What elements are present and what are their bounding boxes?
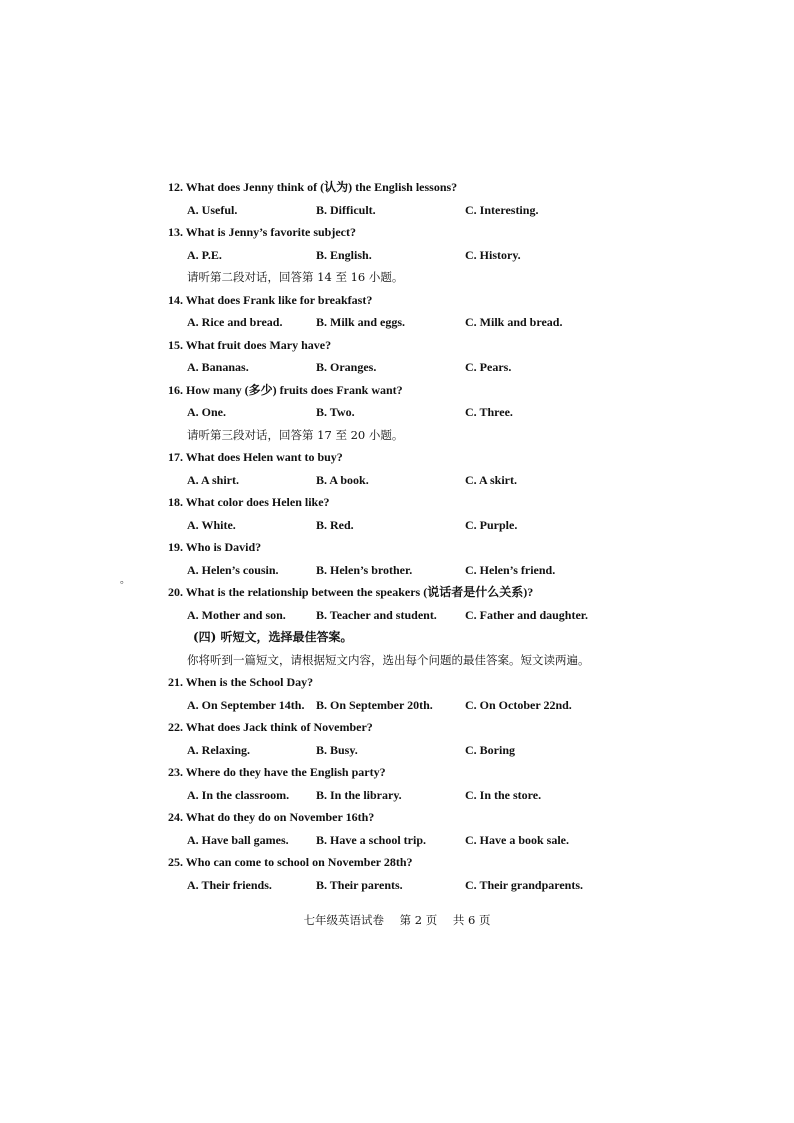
answer-options <box>168 244 768 267</box>
question-text: 23. Where do they have the English party? <box>168 765 386 779</box>
option-b: B. In the library. <box>316 787 402 802</box>
option-a: A. Rice and bread. <box>187 315 283 329</box>
footer-exam-title: 七年级英语试卷 <box>303 913 384 927</box>
option-c: C. On October 22nd. <box>465 697 572 712</box>
instruction-note: 请听第三段对话，回答第 17 至 20 小题。 <box>187 427 404 442</box>
option-a: A. Bananas. <box>187 360 249 374</box>
option-a: A. Their friends. <box>187 877 272 892</box>
option-a: A. P.E. <box>187 247 222 262</box>
answer-options <box>168 829 768 852</box>
answer-options <box>168 784 768 807</box>
option-b: B. A book. <box>316 472 369 487</box>
option-a: A. A shirt. <box>187 472 240 487</box>
answer-options <box>168 199 768 222</box>
answer-options <box>168 356 768 379</box>
stray-mark: 。 <box>120 575 130 586</box>
option-a: A. In the classroom. <box>187 787 290 802</box>
answer-options <box>168 874 768 897</box>
answer-options <box>168 401 768 424</box>
question-text: 19. Who is David? <box>168 540 262 554</box>
option-a: A. Have ball games. <box>187 832 289 847</box>
option-b: B. Helen’s brother. <box>316 562 413 577</box>
option-b: B. Oranges. <box>316 360 377 374</box>
question-text: 12. What does Jenny think of (认为) the English lessons? <box>168 180 458 194</box>
question-text: 15. What fruit does Mary have? <box>168 337 332 352</box>
option-c: C. Have a book sale. <box>465 832 570 847</box>
instruction-note: 你将听到一篇短文，请根据短文内容，选出每个问题的最佳答案。短文读两遍。 <box>187 652 590 667</box>
option-c: C. Pears. <box>465 360 512 374</box>
answer-options <box>168 694 768 717</box>
option-a: A. Useful. <box>187 202 238 217</box>
option-a: A. One. <box>187 405 226 419</box>
page-footer <box>0 912 794 928</box>
option-a: A. Helen’s cousin. <box>187 562 279 577</box>
question-text: 25. Who can come to school on November 28th? <box>168 855 413 869</box>
option-b: B. Busy. <box>316 742 358 757</box>
option-a: A. Relaxing. <box>187 742 250 757</box>
option-b: B. English. <box>316 247 372 262</box>
question-text: 13. What is Jenny’s favorite subject? <box>168 225 356 239</box>
answer-options <box>168 311 768 334</box>
option-c: C. Interesting. <box>465 202 539 217</box>
question-text: 16. How many (多少) fruits does Frank want? <box>168 382 403 397</box>
section-heading: (四) 听短文，选择最佳答案。 <box>193 630 353 644</box>
question-text: 21. When is the School Day? <box>168 675 314 689</box>
answer-options <box>168 604 768 627</box>
option-b: B. Have a school trip. <box>316 832 426 847</box>
answer-options <box>168 739 768 762</box>
option-c: C. Purple. <box>465 517 518 532</box>
option-c: C. Three. <box>465 405 513 419</box>
option-c: C. Their grandparents. <box>465 877 584 892</box>
option-c: C. Milk and bread. <box>465 315 563 329</box>
option-a: A. White. <box>187 517 236 532</box>
option-c: C. Boring <box>465 742 516 757</box>
option-b: B. Two. <box>316 405 355 419</box>
option-a: A. Mother and son. <box>187 607 286 622</box>
option-b: B. Difficult. <box>316 202 376 217</box>
option-c: C. Father and daughter. <box>465 607 589 622</box>
option-a: A. On September 14th. <box>187 697 305 712</box>
answer-options <box>168 514 768 537</box>
option-b: B. Red. <box>316 517 354 532</box>
option-b: B. On September 20th. <box>316 697 433 712</box>
question-text: 24. What do they do on November 16th? <box>168 810 375 824</box>
question-text: 14. What does Frank like for breakfast? <box>168 292 373 307</box>
answer-options <box>168 559 768 582</box>
question-list <box>168 176 768 896</box>
option-c: C. A skirt. <box>465 472 518 487</box>
instruction-note: 请听第二段对话，回答第 14 至 16 小题。 <box>187 270 404 284</box>
footer-page-number: 第 2 页 <box>399 913 438 927</box>
question-text: 18. What color does Helen like? <box>168 495 330 509</box>
option-c: C. Helen’s friend. <box>465 562 556 577</box>
option-c: C. In the store. <box>465 787 542 802</box>
answer-options <box>168 469 768 492</box>
footer-total-pages: 共 6 页 <box>452 913 491 927</box>
question-text: 22. What does Jack think of November? <box>168 720 373 734</box>
question-text: 17. What does Helen want to buy? <box>168 450 343 464</box>
option-b: B. Milk and eggs. <box>316 315 406 329</box>
option-c: C. History. <box>465 247 521 262</box>
question-text: 20. What is the relationship between the speakers (说话者是什么关系)? <box>168 585 534 599</box>
option-b: B. Teacher and student. <box>316 607 437 622</box>
option-b: B. Their parents. <box>316 877 403 892</box>
